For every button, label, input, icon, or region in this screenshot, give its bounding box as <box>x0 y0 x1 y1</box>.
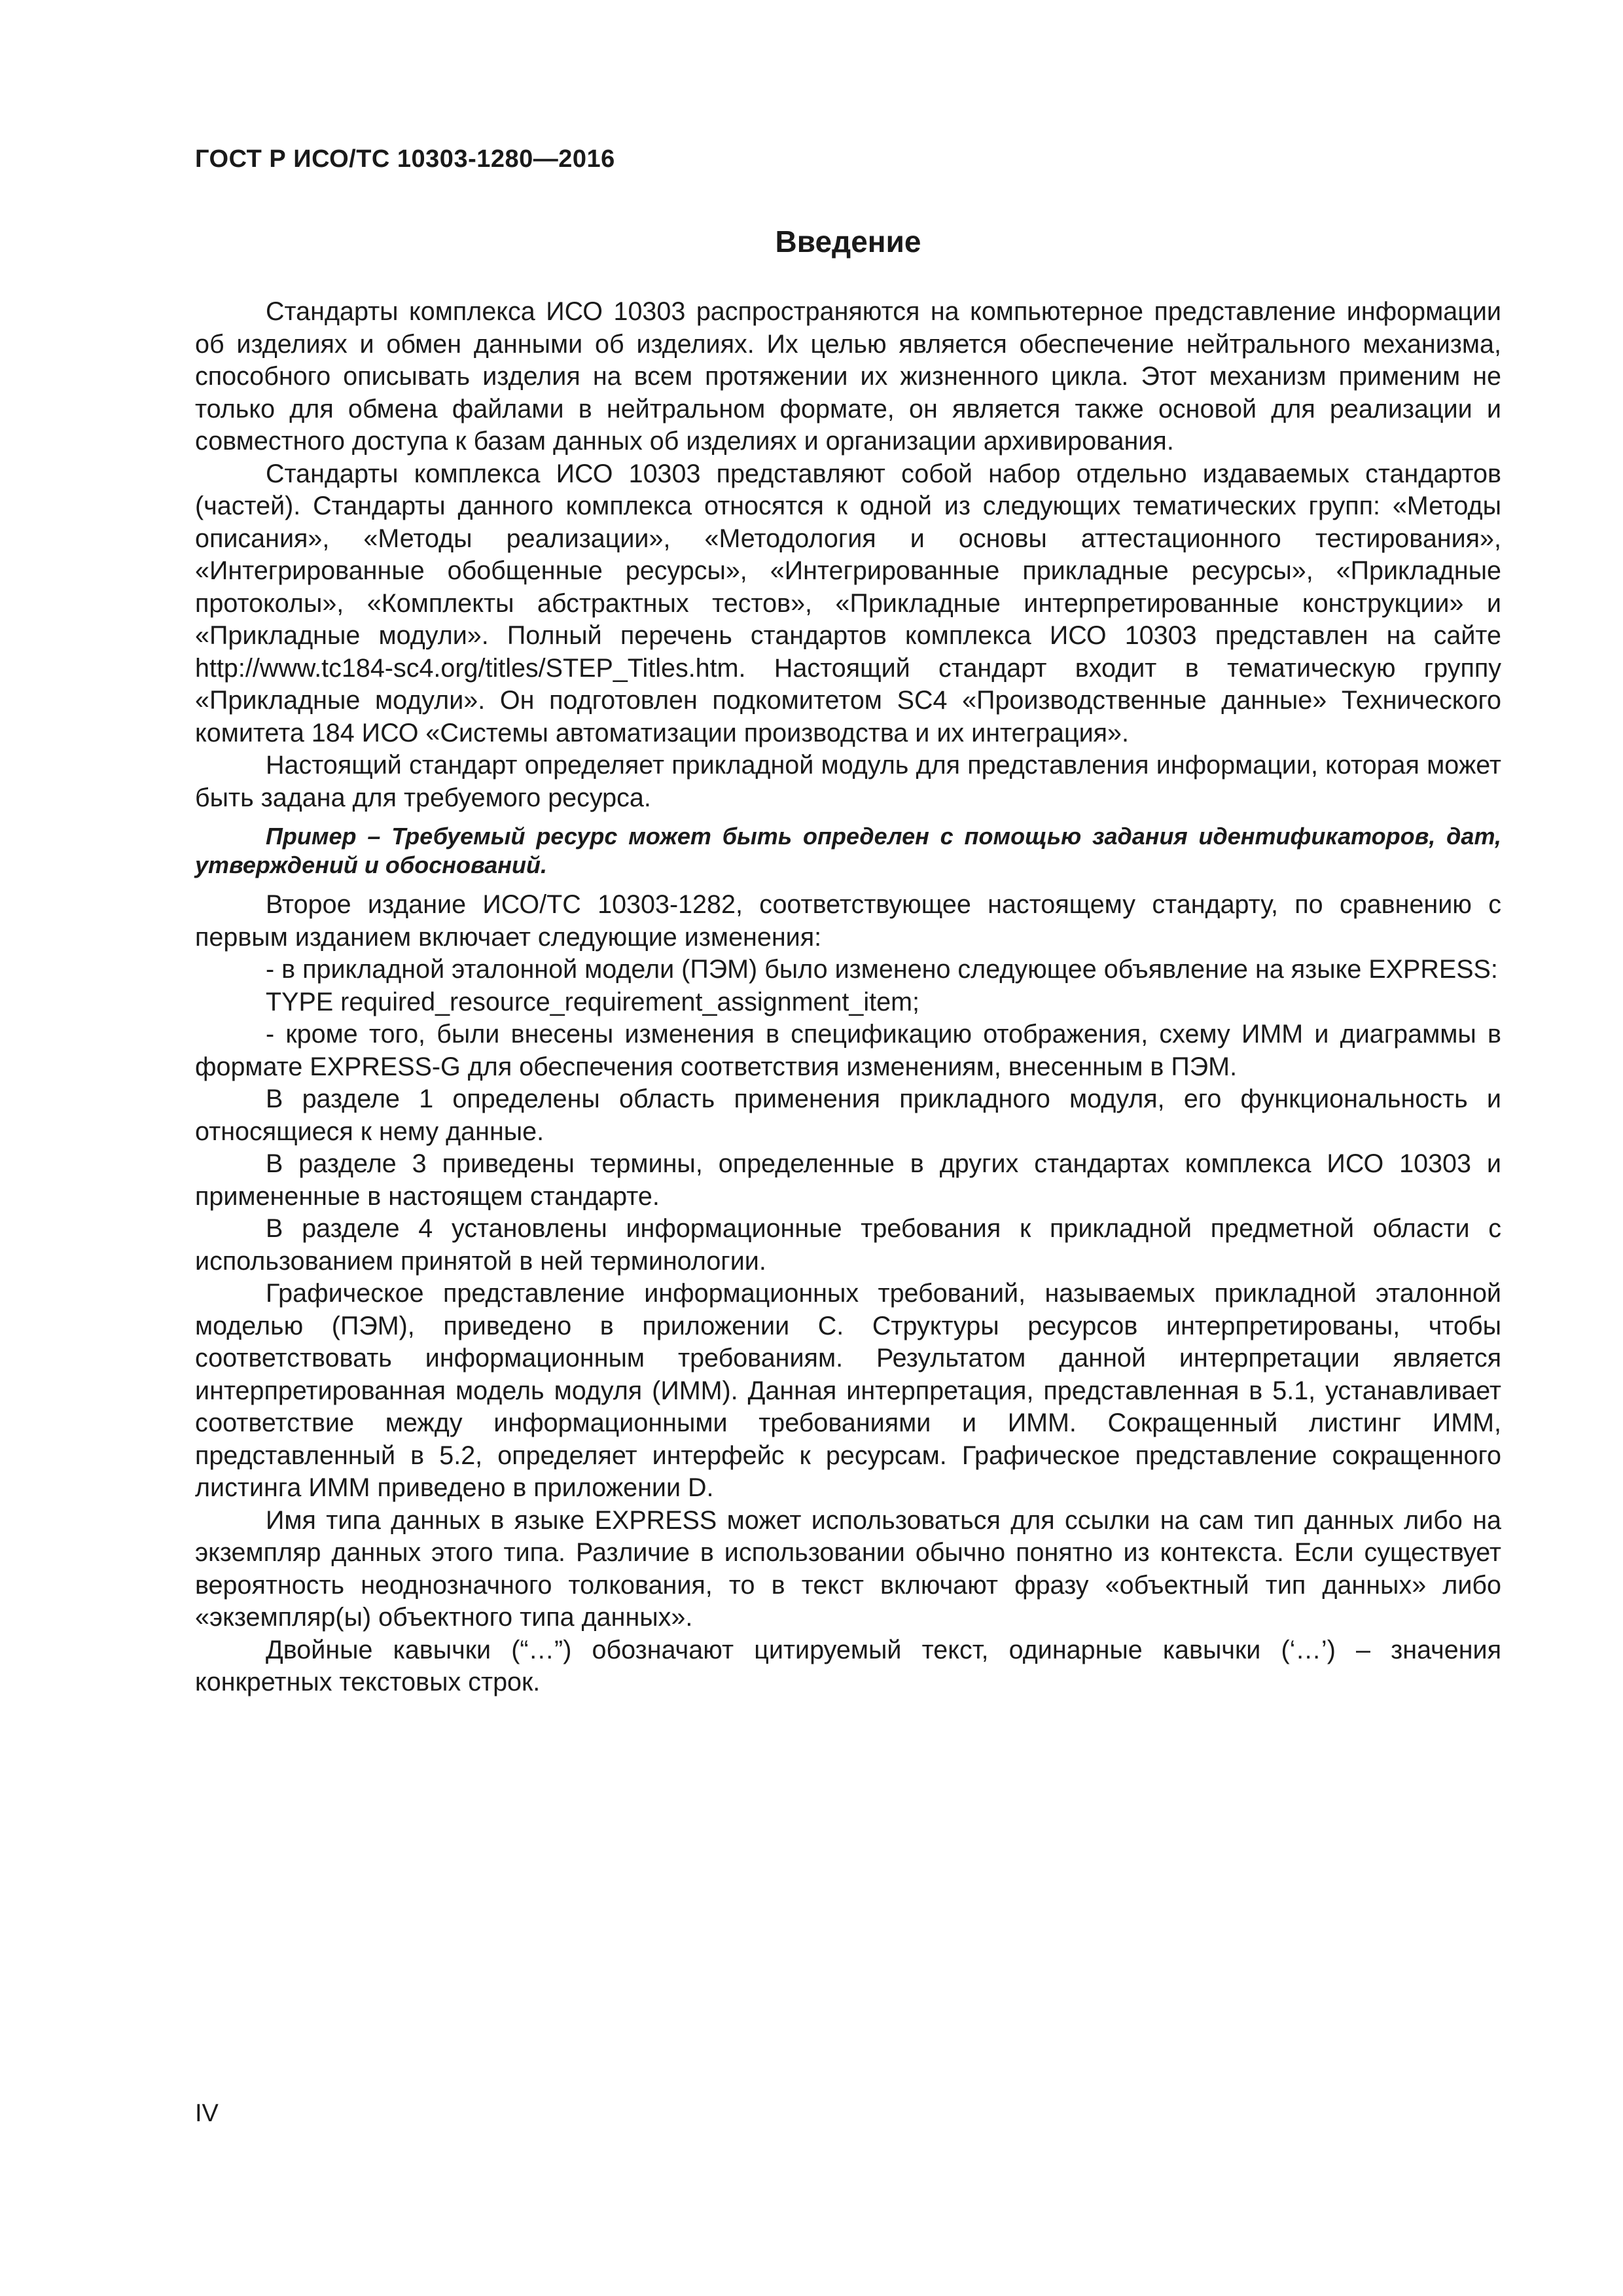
paragraph-quotes: Двойные кавычки (“…”) обозначают цитируемый текст, одинарные кавычки (‘…’) – значения конкретных текстовых строк. <box>195 1635 1501 1696</box>
section-title: Введение <box>775 224 921 259</box>
paragraph-graphical-representation: Графическое представление информационных требований, называемых прикладной эталонной моделью (ПЭМ), приведено в приложении С. Структуры ресурсов интерпретированы, чтобы соответствовать информационным требованиям. Результатом данной интерпретации является интерпретированная модель модуля (ИММ). Данная интерпретация, представленная в 5.1, устанавливает соответствие между информационными требованиями и ИММ. Сокращенный листинг ИММ, представленный в 5.2, определяет интерфейс к ресурсам. Графическое представление сокращенного листинга ИММ приведено в приложении D. <box>195 1279 1501 1502</box>
example-note: Пример – Требуемый ресурс может быть определен с помощью задания идентификаторов, дат, утверждений и обоснований. <box>195 823 1501 878</box>
paragraph-series-structure: Стандарты комплекса ИСО 10303 представляют собой набор отдельно издаваемых стандартов (частей). Стандарты данного комплекса относятся к одной из следующих тематических групп: «Методы описания», «Методы реализации», «Методология и основы аттестационного тестирования», «Интегрированные обобщенные ресурсы», «Интегрированные прикладные ресурсы», «Прикладные протоколы», «Комплекты абстрактных тестов», «Прикладные интерпретированные конструкции» и «Прикладные модули». Полный перечень стандартов комплекса ИСО 10303 представлен на сайте http://www.tc184-sc4.org/titles/STEP_Titles.htm. Настоящий стандарт входит в тематическую группу «Прикладные модули». Он подготовлен подкомитетом SC4 «Производственные данные» Технического комитета 184 ИСО «Системы автоматизации производства и их интеграция». <box>195 459 1501 747</box>
paragraph-express-type-names: Имя типа данных в языке EXPRESS может использоваться для ссылки на сам тип данных либо на экземпляр данных этого типа. Различие в использовании обычно понятно из контекста. Если существует вероятность неоднозначного толкования, то в текст включают фразу «объектный тип данных» либо «экземпляр(ы) объектного типа данных». <box>195 1505 1501 1632</box>
paragraph-change-item-1: - в прикладной эталонной модели (ПЭМ) было изменено следующее объявление на языке EXPRESS: <box>266 955 1498 984</box>
paragraph-section-4: В разделе 4 установлены информационные требования к прикладной предметной области с использованием принятой в ней терминологии. <box>195 1214 1501 1276</box>
paragraph-second-edition: Второе издание ИСО/ТС 10303-1282, соответствующее настоящему стандарту, по сравнению с первым изданием включает следующие изменения: <box>195 890 1501 952</box>
document-code: ГОСТ Р ИСО/ТС 10303-1280—2016 <box>195 145 615 173</box>
body-text <box>195 296 1501 1699</box>
paragraph-purpose: Настоящий стандарт определяет прикладной модуль для представления информации, которая может быть задана для требуемого ресурса. <box>195 751 1501 812</box>
paragraph-change-item-2: - кроме того, были внесены изменения в спецификацию отображения, схему ИММ и диаграммы в формате EXPRESS-G для обеспечения соответствия изменениям, внесенным в ПЭМ. <box>195 1020 1501 1081</box>
page-number: IV <box>195 2100 219 2127</box>
paragraph-express-type: TYPE required_resource_requirement_assignment_item; <box>266 987 919 1016</box>
paragraph-section-3: В разделе 3 приведены термины, определенные в других стандартах комплекса ИСО 10303 и примененные в настоящем стандарте. <box>195 1149 1501 1211</box>
paragraph-scope: Стандарты комплекса ИСО 10303 распространяются на компьютерное представление информации об изделиях и обмен данными об изделиях. Их целью является обеспечение нейтрального механизма, способного описывать изделия на всем протяжении их жизненного цикла. Этот механизм применим не только для обмена файлами в нейтральном формате, он является также основой для реализации и совместного доступа к базам данных об изделиях и организации архивирования. <box>195 297 1501 456</box>
paragraph-section-1: В разделе 1 определены область применения прикладного модуля, его функциональность и относящиеся к нему данные. <box>195 1085 1501 1146</box>
